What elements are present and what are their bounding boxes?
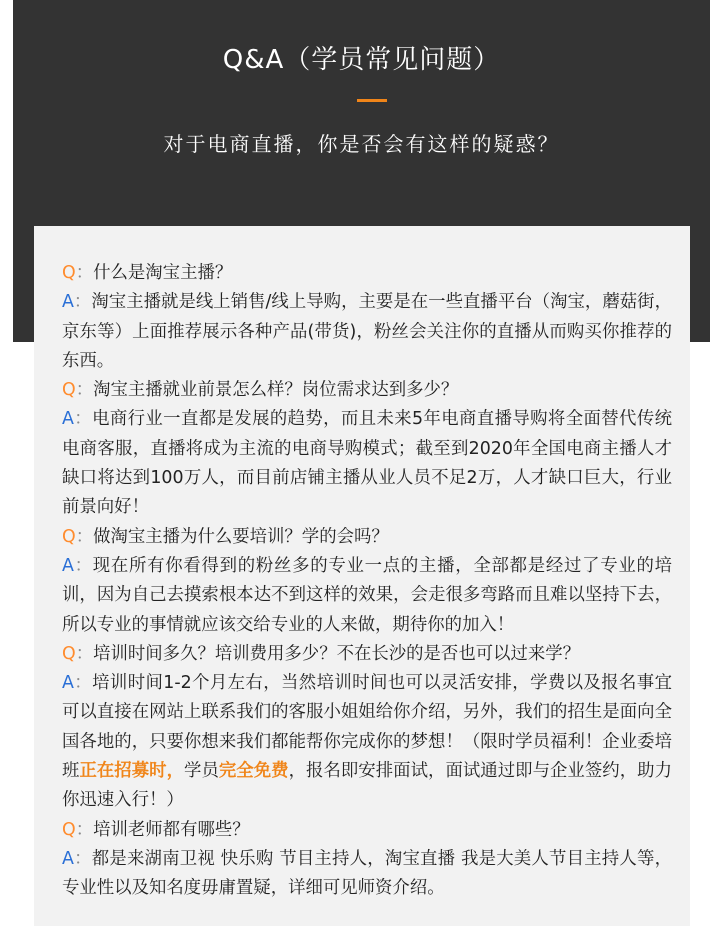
answer-prefix: A [62, 848, 74, 869]
answer-text: 现在所有你看得到的粉丝多的专业一点的主播，全部都是经过了专业的培训，因为自己去摸索根本达不到这样的效果，会走很多弯路而且难以坚持下去，所以专业的事情就应该交给专业的人来做，期待你的加入！ [62, 555, 672, 635]
answer-text: 电商行业一直都是发展的趋势，而且未来5年电商直播导购将全面替代传统电商客服，直播将成为主流的电商导购模式；截至到2020年全国电商主播人才缺口将达到100万人，而目前店铺主播从业人员不足2万，人才缺口巨大，行业前景向好！ [62, 409, 672, 518]
question-prefix: Q [62, 643, 76, 664]
answer-prefix: A [62, 292, 74, 313]
question-text: 培训时间多久？培训费用多少？不在长沙的是否也可以过来学？ [93, 643, 581, 664]
page-title: Q&A（学员常见问题） [222, 45, 501, 75]
answer-2 [62, 405, 672, 522]
question-3 [62, 523, 672, 552]
question-text: 培训老师都有哪些？ [93, 819, 250, 840]
question-prefix: Q [62, 380, 76, 401]
page-subtitle: 对于电商直播，你是否会有这样的疑惑？ [163, 132, 560, 156]
qa-list [62, 259, 672, 904]
answer-prefix: A [62, 409, 74, 430]
question-prefix: Q [62, 819, 76, 840]
question-text: 做淘宝主播为什么要培训？学的会吗？ [93, 526, 389, 547]
question-2 [62, 376, 672, 405]
answer-prefix: A [62, 673, 74, 694]
question-text: 淘宝主播就业前景怎么样？岗位需求达到多少？ [93, 380, 459, 401]
prefix-separator: ： [73, 673, 93, 694]
question-prefix: Q [62, 263, 76, 283]
answer-text: 淘宝主播就是线上销售/线上导购，主要是在一些直播平台（淘宝，蘑菇街，京东等）上面推荐展示各种产品(带货)，粉丝会关注你的直播从而购买你推荐的东西。 [62, 292, 672, 371]
prefix-separator: ： [75, 526, 94, 547]
answer-prefix: A [62, 555, 74, 576]
answer-4 [62, 669, 672, 815]
answer-3 [62, 552, 672, 640]
question-text: 什么是淘宝主播？ [93, 263, 233, 283]
answer-text-part: 培训时间1-2个月左右，当然培训时间也可以灵活安排，学费以及报名事宜可以直接在网站上联系我们的客服小姐姐给你介绍，另外，我们的招生是面向全国各地的，只要你想来我们都能帮你完成你的梦想！（限时学员福利！企业委培班 [62, 673, 672, 782]
prefix-separator: ： [73, 848, 92, 869]
answer-1 [62, 288, 672, 376]
prefix-separator: ： [75, 263, 94, 283]
answer-text-part: ，报名即安排面试，面试通过即与企业签约，助力你迅速入行！） [62, 761, 672, 811]
answer-text-part: 学员 [184, 761, 219, 782]
answer-text: 都是来湖南卫视 快乐购 节目主持人，淘宝直播 我是大美人节目主持人等，专业性以及知名度毋庸置疑，详细可见师资介绍。 [62, 848, 672, 899]
question-prefix: Q [62, 526, 76, 547]
highlight-recruiting: 正在招募时， [79, 761, 185, 782]
question-1 [62, 259, 672, 288]
title-accent-divider [357, 99, 387, 102]
question-5 [62, 816, 672, 845]
prefix-separator: ： [75, 643, 94, 664]
prefix-separator: ： [73, 292, 92, 313]
question-4 [62, 640, 672, 669]
answer-5 [62, 845, 672, 904]
highlight-free: 完全免费 [218, 761, 289, 782]
prefix-separator: ： [73, 409, 93, 430]
prefix-separator: ： [75, 819, 94, 840]
prefix-separator: ： [73, 555, 93, 576]
prefix-separator: ： [75, 380, 94, 401]
